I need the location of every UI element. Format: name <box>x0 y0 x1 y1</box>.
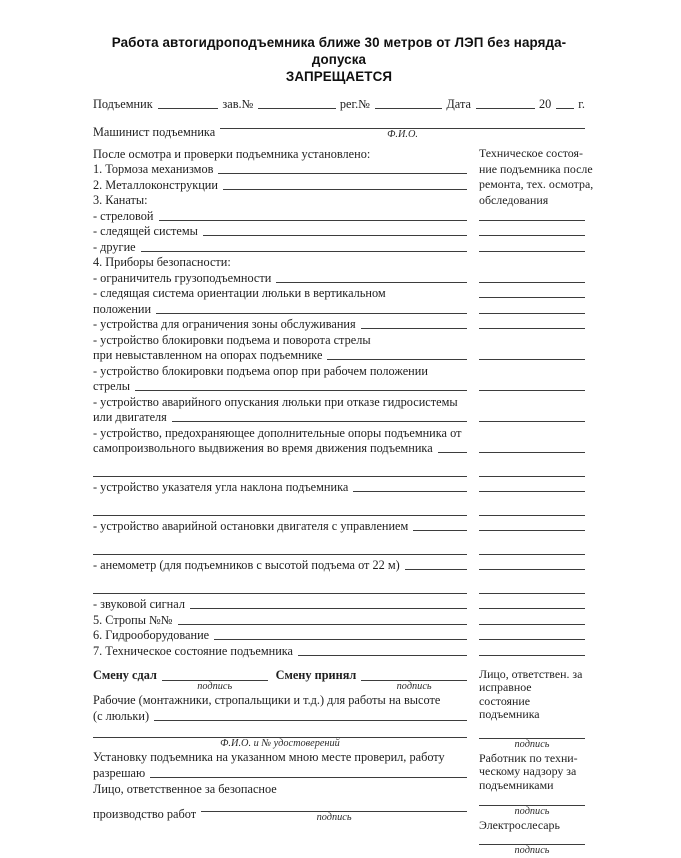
blank-line <box>479 475 585 477</box>
item-label: После осмотра и проверки подъемника установлено: <box>93 147 370 162</box>
blank-line <box>93 726 467 738</box>
status-cell <box>479 654 585 659</box>
allow-line <box>93 765 467 781</box>
blank-line <box>479 607 585 609</box>
workers-ids-blank <box>93 726 467 749</box>
checklist-row <box>93 255 585 271</box>
item-label: 6. Гидрооборудование <box>93 628 209 643</box>
fio-caption: Ф.И.О. <box>220 129 585 140</box>
status-cell <box>479 389 585 394</box>
form-title-line-1: Работа автогидроподъемника ближе 30 метров от ЛЭП без наряда-допуска <box>93 34 585 68</box>
item-label: - устройство указателя угла наклона подъемника <box>93 480 348 495</box>
year-prefix: 20 <box>539 97 551 112</box>
item-cell <box>93 475 467 480</box>
item-label: - устройство аварийного опускания люльки при отказе гидросистемы <box>93 395 458 410</box>
blank-line <box>93 475 467 477</box>
item-label: - следящая система ориентации люльки в вертикальном <box>93 286 386 301</box>
status-cell <box>479 592 585 597</box>
install-check-line: Установку подъемника на указанном мною месте проверил, работу <box>93 749 467 765</box>
shift-row <box>93 668 467 692</box>
blank-line <box>479 420 585 422</box>
shift-received-signature <box>361 668 467 692</box>
responsible-signature <box>201 798 467 823</box>
checklist-row <box>93 348 585 364</box>
side-note-text: Техническое состоя- <box>479 146 583 162</box>
form-title-line-2: ЗАПРЕЩАЕТСЯ <box>93 68 585 85</box>
blank-line <box>172 420 467 422</box>
item-cell <box>93 553 467 558</box>
electrician-label: Электрослесарь <box>479 819 585 833</box>
item-label: положении <box>93 302 151 317</box>
item-cell <box>93 519 467 534</box>
basket-label: (с люльки) <box>93 708 149 724</box>
checklist-row <box>93 519 585 535</box>
signature-right-column <box>479 668 585 858</box>
checklist-row <box>93 410 585 426</box>
status-cell <box>479 490 585 495</box>
blank-line <box>479 592 585 594</box>
signature-caption: подпись <box>479 806 585 817</box>
checklist-row <box>93 239 585 255</box>
operator-line <box>93 115 585 140</box>
item-label: - устройство аварийной остановки двигателя с управлением <box>93 519 408 534</box>
header-id-line <box>93 93 585 112</box>
item-label: - устройство, предохраняющее дополнительные опоры подъемника от <box>93 426 461 441</box>
blank-line <box>258 107 336 109</box>
blank-line <box>479 451 585 453</box>
responsible-work-line <box>93 798 467 823</box>
checklist-row <box>93 643 585 659</box>
blank-line <box>201 798 467 812</box>
item-cell <box>93 147 467 162</box>
blank-line <box>158 107 219 109</box>
checklist-row <box>93 363 585 379</box>
side-note-text: ремонта, тех. осмотра, <box>479 177 593 193</box>
item-cell <box>93 644 467 659</box>
blank-line <box>361 327 467 329</box>
checklist-row <box>93 193 585 209</box>
blank-line <box>327 358 467 360</box>
checklist-row <box>93 581 585 597</box>
blank-line <box>178 623 467 625</box>
side-note-line <box>479 193 585 209</box>
checklist-row <box>93 317 585 333</box>
checklist-row <box>93 503 585 519</box>
checklist-row <box>93 146 585 162</box>
form-title <box>93 34 585 85</box>
checklist-row <box>93 332 585 348</box>
blank-line <box>93 553 467 555</box>
item-label: - анемометр (для подъемников с высотой подъема от 22 м) <box>93 558 400 573</box>
status-cell <box>479 638 585 643</box>
blank-line <box>156 312 467 314</box>
status-cell <box>479 327 585 332</box>
item-label: стрелы <box>93 379 130 394</box>
item-cell <box>93 286 467 301</box>
checklist-row <box>93 224 585 240</box>
item-label: - другие <box>93 240 136 255</box>
shift-received-label: Смену принял <box>276 668 357 683</box>
blank-line <box>375 107 442 109</box>
blank-line <box>190 607 467 609</box>
blank-line <box>556 107 574 109</box>
blank-line <box>220 115 585 129</box>
item-label: или двигателя <box>93 410 167 425</box>
workers-line: Рабочие (монтажники, стропальщики и т.д.) для работы на высоте <box>93 692 467 708</box>
checklist-row <box>93 480 585 496</box>
item-label: 7. Техническое состояние подъемника <box>93 644 293 659</box>
blank-line <box>479 529 585 531</box>
checklist-row <box>93 612 585 628</box>
item-cell <box>93 426 467 441</box>
checklist-row <box>93 425 585 441</box>
status-cell <box>479 296 585 301</box>
item-label: при невыставленном на опорах подъемнике <box>93 348 322 363</box>
responsible-line: Лицо, ответственное за безопасное <box>93 781 467 797</box>
item-cell <box>93 410 467 425</box>
item-cell <box>93 224 467 239</box>
blank-line <box>479 327 585 329</box>
blank-line <box>223 188 467 190</box>
item-label: - звуковой сигнал <box>93 597 185 612</box>
blank-line <box>298 654 467 656</box>
checklist-row <box>93 597 585 613</box>
status-cell <box>479 475 585 480</box>
blank-line <box>218 172 467 174</box>
signature-section <box>93 668 585 858</box>
blank-line <box>93 592 467 594</box>
blank-line <box>479 793 585 806</box>
side-note-line <box>479 146 585 162</box>
blank-line <box>479 312 585 314</box>
blank-line <box>413 529 467 531</box>
item-label: - устройства для ограничения зоны обслуживания <box>93 317 356 332</box>
item-cell <box>93 613 467 628</box>
signature-caption: подпись <box>479 845 585 856</box>
checklist-row <box>93 162 585 178</box>
item-label: 5. Стропы №№ <box>93 613 173 628</box>
item-cell <box>93 255 467 270</box>
status-cell <box>479 553 585 558</box>
checklist-row <box>93 379 585 395</box>
blank-line <box>479 296 585 298</box>
status-cell <box>479 358 585 363</box>
item-cell <box>93 597 467 612</box>
blank-line <box>479 553 585 555</box>
status-cell <box>479 607 585 612</box>
status-cell <box>479 312 585 317</box>
item-cell <box>93 209 467 224</box>
blank-line <box>276 281 467 283</box>
item-cell <box>93 162 467 177</box>
responsible-work-label: производство работ <box>93 806 196 822</box>
signature-caption: подпись <box>201 812 467 823</box>
supervisor-line: подъемниками <box>479 779 585 793</box>
checklist-row <box>93 286 585 302</box>
resp-state-line: подъемника <box>479 708 585 722</box>
item-cell <box>93 348 467 363</box>
signature-caption: подпись <box>162 681 268 692</box>
signature-left-column <box>93 668 467 858</box>
blank-line <box>353 490 467 492</box>
status-cell <box>479 451 585 456</box>
item-cell <box>93 333 467 348</box>
form-content <box>93 34 585 858</box>
checklist-row <box>93 542 585 558</box>
item-label: самопроизвольного выдвижения во время движения подъемника <box>93 441 433 456</box>
signature-caption: подпись <box>361 681 467 692</box>
status-cell <box>479 623 585 628</box>
blank-line <box>479 623 585 625</box>
item-cell <box>93 395 467 410</box>
checklist-row <box>93 270 585 286</box>
item-cell <box>93 558 467 573</box>
status-cell <box>479 568 585 573</box>
checklist-row <box>93 628 585 644</box>
blank-line <box>438 451 467 453</box>
checklist-row <box>93 558 585 574</box>
status-cell <box>479 250 585 255</box>
blank-line <box>361 668 467 681</box>
year-suffix: г. <box>578 97 585 112</box>
blank-line <box>479 654 585 656</box>
date-label: Дата <box>446 97 471 112</box>
status-cell <box>479 219 585 224</box>
status-cell <box>479 234 585 239</box>
blank-line <box>479 726 585 739</box>
side-note-text: обследования <box>479 193 548 209</box>
checklist-row <box>93 441 585 457</box>
item-cell <box>93 364 467 379</box>
item-cell <box>93 514 467 519</box>
operator-label: Машинист подъемника <box>93 125 215 140</box>
blank-line <box>135 389 467 391</box>
status-cell <box>479 514 585 519</box>
blank-line <box>479 250 585 252</box>
checklist-row <box>93 464 585 480</box>
reg-no-label: рег.№ <box>340 97 370 112</box>
item-label: - устройство блокировки подъема опор при рабочем положении <box>93 364 428 379</box>
item-cell <box>93 178 467 193</box>
ids-caption: Ф.И.О. и № удостоверений <box>93 738 467 749</box>
serial-no-label: зав.№ <box>222 97 253 112</box>
shift-handed-signature <box>162 668 268 692</box>
blank-line <box>141 250 467 252</box>
status-cell <box>479 420 585 425</box>
allow-label: разрешаю <box>93 765 145 781</box>
item-cell <box>93 302 467 317</box>
blank-line <box>159 219 468 221</box>
signature-caption: подпись <box>479 739 585 750</box>
item-label: 3. Канаты: <box>93 193 148 208</box>
item-cell <box>93 592 467 597</box>
blank-line <box>479 358 585 360</box>
resp-state-line: Лицо, ответствен. за <box>479 668 585 682</box>
blank-line <box>476 107 535 109</box>
blank-line <box>162 668 268 681</box>
blank-line <box>93 514 467 516</box>
status-cell <box>479 529 585 534</box>
item-label: - следящей системы <box>93 224 198 239</box>
blank-line <box>479 490 585 492</box>
item-cell <box>93 193 467 208</box>
item-label: - ограничитель грузоподъемности <box>93 271 271 286</box>
item-cell <box>93 628 467 643</box>
blank-line <box>479 568 585 570</box>
item-cell <box>93 480 467 495</box>
checklist-row <box>93 208 585 224</box>
supervisor-line: Работник по техни- <box>479 752 585 766</box>
blank-line <box>203 234 467 236</box>
item-cell <box>93 240 467 255</box>
item-cell <box>93 379 467 394</box>
item-cell <box>93 271 467 286</box>
blank-line <box>479 219 585 221</box>
basket-line <box>93 708 467 724</box>
checklist-row <box>93 177 585 193</box>
blank-line <box>479 638 585 640</box>
blank-line <box>479 389 585 391</box>
side-note-line <box>479 177 585 193</box>
item-label: 2. Металлоконструкции <box>93 178 218 193</box>
blank-line <box>214 638 467 640</box>
blank-line <box>479 234 585 236</box>
supervisor-line: ческому надзору за <box>479 765 585 779</box>
checklist-row <box>93 301 585 317</box>
resp-state-line: исправное состояние <box>479 681 585 708</box>
item-cell <box>93 441 467 456</box>
checklist <box>93 146 585 659</box>
item-label: - устройство блокировки подъема и поворота стрелы <box>93 333 371 348</box>
item-label: 4. Приборы безопасности: <box>93 255 231 270</box>
side-note-line <box>479 162 585 178</box>
item-label: 1. Тормоза механизмов <box>93 162 213 177</box>
blank-line <box>479 281 585 283</box>
item-cell <box>93 317 467 332</box>
blank-line <box>479 514 585 516</box>
lift-label: Подъемник <box>93 97 153 112</box>
status-cell <box>479 281 585 286</box>
blank-line <box>479 832 585 845</box>
operator-blank <box>220 115 585 140</box>
side-note-text: ние подъемника после <box>479 162 593 178</box>
checklist-row <box>93 394 585 410</box>
blank-line <box>150 776 467 778</box>
item-label: - стреловой <box>93 209 154 224</box>
blank-line <box>154 719 467 721</box>
shift-handed-label: Смену сдал <box>93 668 157 683</box>
blank-line <box>405 568 467 570</box>
